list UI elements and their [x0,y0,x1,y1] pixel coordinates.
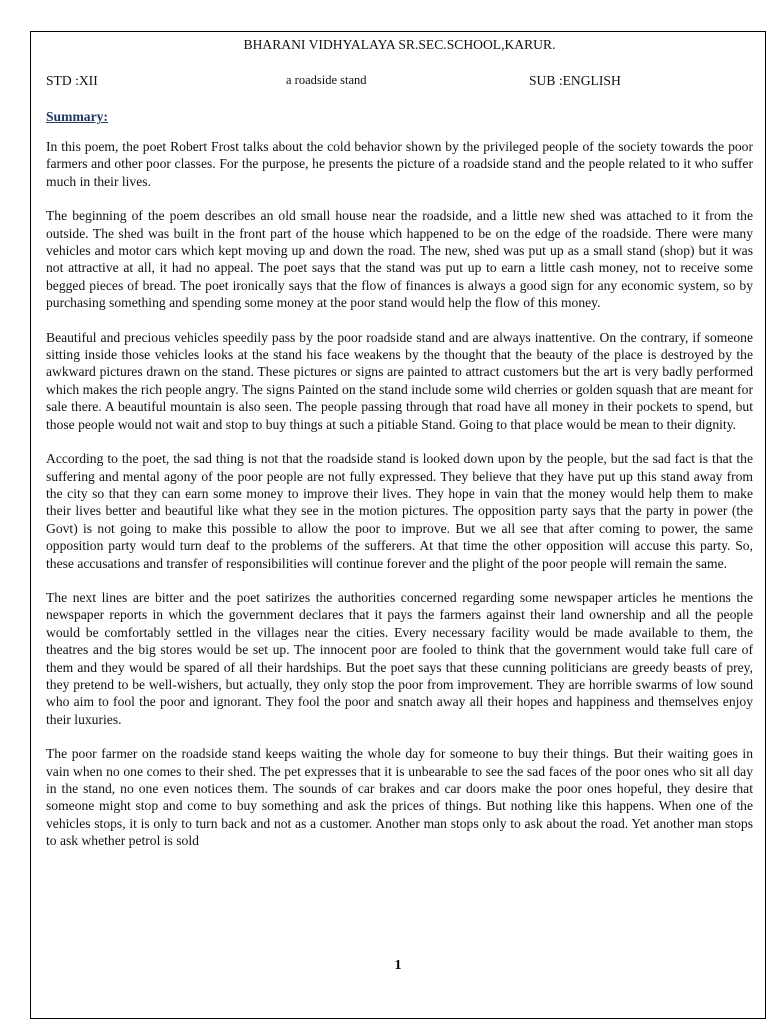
header-meta-row [46,72,753,90]
paragraph-3: Beautiful and precious vehicles speedily pass by the poor roadside stand and are always inattentive. On the contrary, if someone sitting inside those vehicles looks at the stand his face weakens by the thought that the beauty of the place is destroyed by the awkward pictures drawn on the stand. These pictures or signs are painted to attract customers but the art is very badly performed which makes the rich people angry. The signs Painted on the stand include some wild cherries or golden squash that are meant for sale there. A beautiful mountain is also seen. The people passing through that road have all money in their pockets to spend, but those people would not wait and stop to buy things at such a pitiable Stand. Going to that place would be mean to their dignity. [46,329,753,432]
summary-heading: Summary: [46,109,108,124]
subject-label: SUB :ENGLISH [529,73,621,88]
document-body [46,36,753,850]
school-name: BHARANI VIDHYALAYA SR.SEC.SCHOOL,KARUR. [243,37,556,52]
paragraph-5: The next lines are bitter and the poet satirizes the authorities concerned regarding some newspaper articles he mentions the newspaper reports in which the government declares that it pays the farmers against their land ownership and all the people would be comfortably settled in the villages near the cities. Every necessary facility would be made available to them, the theatres and the big stores would be set up. The innocent poor are fooled to think that the government would take full care of them and they would be spared of all their hardships. But the poet says that these cunning politicians are greedy beasts of prey, they pretend to be well-wishers, but actually, they only stop the poor from improvement. They are horrible swarms of low sound who aim to fool the poor and ignorant. They fool the poor and snatch away all their hopes and happiness and themselves enjoy their luxuries. [46,589,753,727]
page-number: 1 [394,958,402,973]
paragraph-4: According to the poet, the sad thing is not that the roadside stand is looked down upon by the people, but the sad fact is that the suffering and mental agony of the poor people are not fully expressed. They believe that they have put up this stand away from the city so that they can earn some money to improve their lives. They hope in vain that the money would help them to make their lives better and beautiful like what they see in the motion pictures. The opposition party says that the party in power (the Govt) is not going to make this possible to allow the poor to improve. But we all see that after coming to power, the same opposition party would turn deaf to the problems of the sufferers. At that time the other opposition will accuse this party. So, these accusations and transfer of responsibilities will continue forever and the plight of the poor people will remain the same. [46,451,753,571]
paragraph-6: The poor farmer on the roadside stand keeps waiting the whole day for someone to buy their things. But their waiting goes in vain when no one comes to their shed. The pet expresses that it is unbearable to see the sad faces of the poor ones who sit all day in the stand, no one even notices them. The sounds of car brakes and car doors make the poor ones hopeful, they desire that someone might stop and come to buy something and ask the prices of things. But nothing like this happens. When one of the vehicles stops, it is only to turn back and not as a customer. Another man stops only to ask about the road. Yet another man stops to ask whether petrol is sold [46,746,753,849]
paragraph-1: In this poem, the poet Robert Frost talks about the cold behavior shown by the privileged people of the society towards the poor farmers and other poor classes. For the purpose, he presents the picture of a roadside stand and the people related to it who suffer much in their lives. [46,139,753,189]
paragraph-2: The beginning of the poem describes an old small house near the roadside, and a little new shed was attached to it from the outside. The shed was built in the front part of the house which happened to be on the edge of the roadside. There were many vehicles and motor cars which kept moving up and down the road. The new, shed was put up as a small stand (shop) but it was not attractive at all, it had no appeal. The poet says that the stand was put up to earn a little cash money, not to receive some begged pieces of bread. The poet ironically says that the flow of finances is always a good sign for any economic system, so by purchasing something and spending some money at the poor stand would help the flow of this money. [46,208,753,311]
topic-label: a roadside stand [286,73,367,87]
std-label: STD :XII [46,73,98,88]
page-border [30,31,766,1019]
